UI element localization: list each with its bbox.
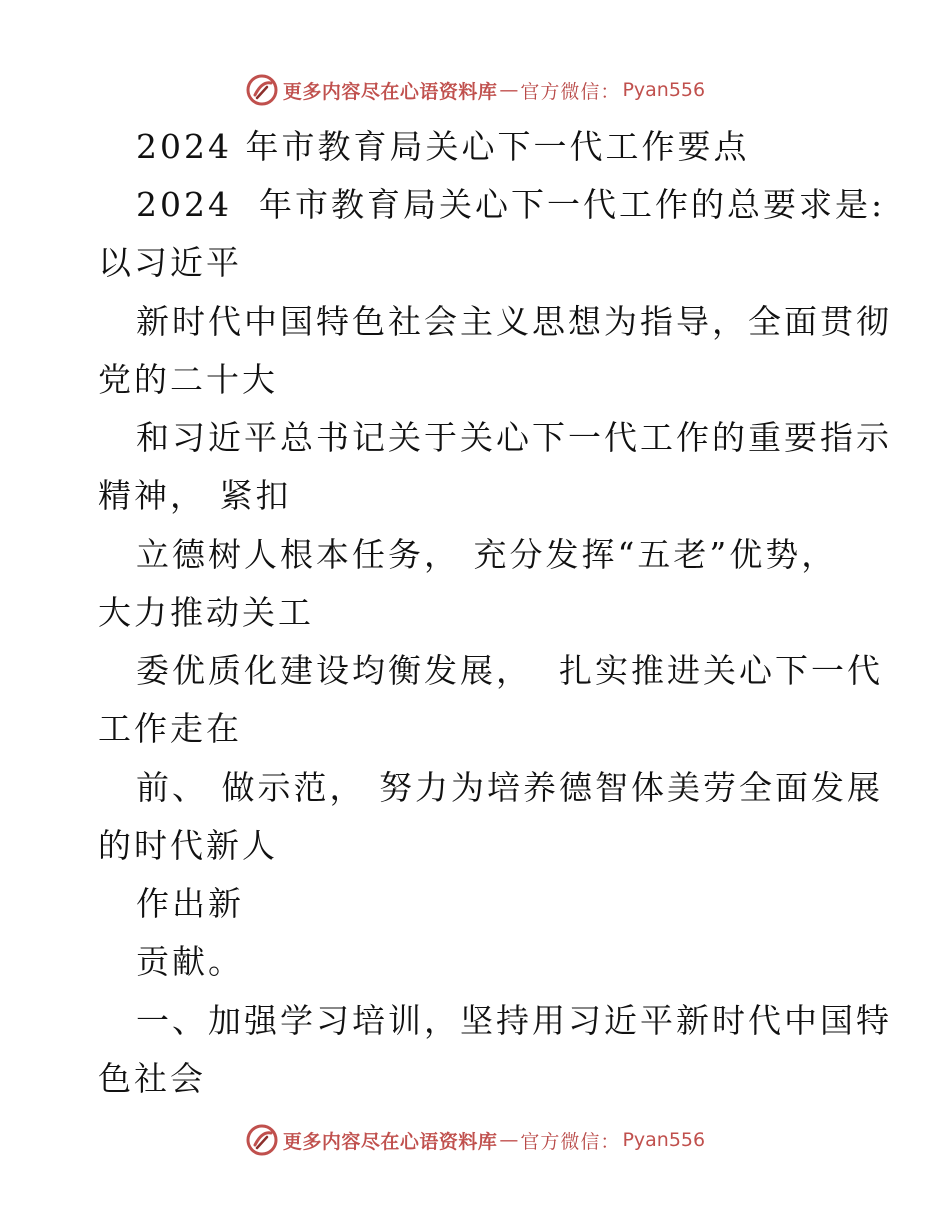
text-line: 作出新 [136,884,244,923]
footer-watermark [0,1120,950,1160]
watermark-wechat-id: Pyan556 [622,79,706,101]
text-line: 前、 做示范， 努力为培养德智体美劳全面发展 [136,768,883,807]
text-line: 以习近平 [98,243,242,282]
text-line: 2024 年市教育局关心下一代工作的总要求是: [136,185,886,224]
document-title: 2024 年市教育局关心下一代工作要点 [136,127,750,166]
watermark-label: 官方微信： [520,1130,621,1153]
text-line: 工作走在 [98,709,242,748]
text-line: 的时代新人 [98,826,278,865]
section-heading: 一、加强学习培训，坚持用习近平新时代中国特 [136,1001,892,1040]
watermark-text: 更多内容尽在心语资料库 [282,1130,498,1153]
watermark-text: 更多内容尽在心语资料库 [282,80,498,103]
text-line: 色社会 [98,1059,206,1098]
text-line: 立德树人根本任务， 充分发挥“五老”优势， [136,535,838,574]
text-line: 委优质化建设均衡发展， 扎实推进关心下一代 [136,651,883,690]
text-line: 精神， 紧扣 [98,476,292,515]
text-line: 贡献。 [136,942,244,981]
header-watermark [0,70,950,110]
text-line: 大力推动关工 [98,593,314,632]
watermark-label: 官方微信： [520,80,621,103]
watermark-separator: — [499,79,519,101]
text-line: 和习近平总书记关于关心下一代工作的重要指示 [136,418,892,457]
brand-logo-icon [245,1123,279,1157]
text-line: 新时代中国特色社会主义思想为指导，全面贯彻 [136,302,892,341]
text-line: 党的二十大 [98,360,278,399]
watermark-wechat-id: Pyan556 [622,1129,706,1151]
brand-logo-icon [245,73,279,107]
watermark-separator: — [499,1129,519,1151]
